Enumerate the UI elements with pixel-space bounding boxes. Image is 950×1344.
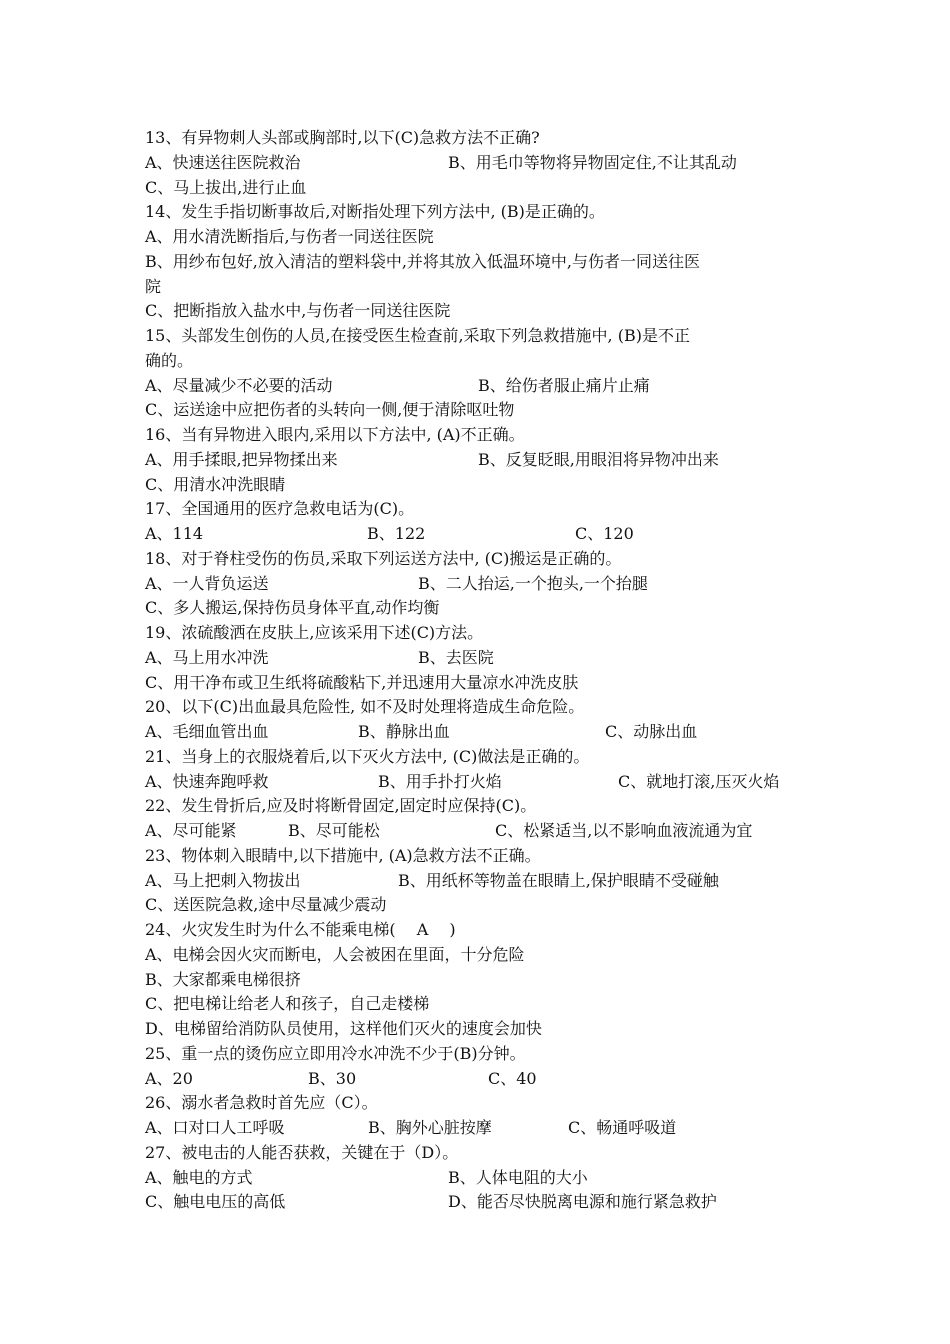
answer-option: A、触电的方式	[145, 1167, 253, 1187]
text-line	[145, 1091, 815, 1116]
line-text: C、把电梯让给老人和孩子，自己走楼梯	[145, 994, 430, 1014]
answer-option: A、尽可能紧	[145, 821, 237, 840]
text-line	[145, 596, 815, 621]
text-line	[145, 349, 815, 374]
line-text: 13、有异物刺人头部或胸部时,以下(C)急救方法不正确?	[145, 128, 540, 147]
line-text: 21、当身上的衣服烧着后,以下灭火方法中, (C)做法是正确的。	[145, 746, 590, 766]
text-line	[145, 1166, 815, 1191]
text-line	[145, 176, 815, 201]
text-line	[145, 398, 815, 423]
answer-option: B、二人抬运,一个抱头,一个抬腿	[418, 573, 648, 593]
line-text: 院	[145, 276, 162, 296]
line-text: 18、对于脊柱受伤的伤员,采取下列运送方法中, (C)搬运是正确的。	[145, 548, 622, 568]
text-line	[145, 794, 815, 819]
line-text: A、用水清洗断指后,与伤者一同送往医院	[145, 227, 434, 246]
line-text: 确的。	[145, 350, 194, 370]
answer-option: B、30	[308, 1068, 357, 1088]
text-line	[145, 250, 815, 275]
question-list	[145, 126, 815, 1215]
text-line	[145, 1141, 815, 1166]
text-line	[145, 423, 815, 448]
text-line	[145, 572, 815, 597]
answer-option: A、尽量减少不必要的活动	[145, 375, 333, 395]
text-line	[145, 522, 815, 547]
text-line	[145, 1067, 815, 1092]
text-line	[145, 695, 815, 720]
text-line	[145, 547, 815, 572]
text-line	[145, 720, 815, 745]
text-line	[145, 299, 815, 324]
answer-option: A、用手揉眼,把异物揉出来	[145, 449, 338, 469]
line-text: 16、当有异物进入眼内,采用以下方法中, (A)不正确。	[145, 425, 525, 444]
text-line	[145, 151, 815, 176]
text-line	[145, 374, 815, 399]
answer-option: B、尽可能松	[288, 821, 380, 840]
text-line	[145, 770, 815, 795]
text-line	[145, 893, 815, 918]
answer-option: A、快速奔跑呼救	[145, 771, 269, 791]
text-line	[145, 968, 815, 993]
line-text: C、运送途中应把伤者的头转向一侧,便于清除呕吐物	[145, 400, 515, 420]
line-text: C、用干净布或卫生纸将硫酸粘下,并迅速用大量凉水冲洗皮肤	[145, 672, 579, 692]
line-text: 23、物体刺入眼睛中,以下措施中, (A)急救方法不正确。	[145, 845, 541, 865]
line-text: 27、被电击的人能否获救，关键在于（D）。	[145, 1142, 459, 1162]
answer-option: B、人体电阻的大小	[448, 1167, 588, 1187]
text-line	[145, 621, 815, 646]
text-line	[145, 844, 815, 869]
line-text: 24、火灾发生时为什么不能乘电梯( A )	[145, 920, 456, 939]
answer-option: C、120	[575, 524, 634, 543]
line-text: 19、浓硫酸洒在皮肤上,应该采用下述(C)方法。	[145, 623, 484, 642]
line-text: B、用纱布包好,放入清洁的塑料袋中,并将其放入低温环境中,与伤者一同送往医	[145, 251, 701, 271]
text-line	[145, 126, 815, 151]
answer-option: A、马上用水冲洗	[145, 647, 269, 667]
text-line	[145, 918, 815, 943]
answer-option: A、毛细血管出血	[145, 722, 269, 741]
text-line	[145, 1017, 815, 1042]
answer-option: B、静脉出血	[358, 722, 450, 741]
text-line	[145, 646, 815, 671]
answer-option: B、用纸杯等物盖在眼睛上,保护眼睛不受碰触	[398, 870, 719, 890]
answer-option: B、用毛巾等物将异物固定住,不让其乱动	[448, 152, 737, 172]
text-line	[145, 225, 815, 250]
line-text: 26、溺水者急救时首先应（C）。	[145, 1093, 378, 1113]
text-line	[145, 275, 815, 300]
text-line	[145, 324, 815, 349]
answer-option: A、马上把刺入物拔出	[145, 870, 301, 890]
text-line	[145, 497, 815, 522]
answer-option: A、一人背负运送	[145, 573, 269, 593]
text-line	[145, 1116, 815, 1141]
answer-option: B、去医院	[418, 647, 494, 667]
text-line	[145, 869, 815, 894]
line-text: D、电梯留给消防队员使用，这样他们灭火的速度会加快	[145, 1019, 542, 1038]
answer-option: B、胸外心脏按摩	[368, 1118, 492, 1137]
text-line	[145, 1042, 815, 1067]
text-line	[145, 200, 815, 225]
answer-option: A、20	[145, 1068, 193, 1088]
text-line	[145, 943, 815, 968]
answer-option: A、口对口人工呼吸	[145, 1118, 285, 1137]
answer-option: A、114	[145, 524, 204, 543]
answer-option: B、122	[367, 524, 426, 543]
answer-option: D、能否尽快脱离电源和施行紧急救护	[448, 1192, 717, 1212]
answer-option: C、40	[488, 1068, 537, 1088]
text-line	[145, 992, 815, 1017]
answer-option: C、动脉出血	[605, 722, 698, 741]
answer-option: B、给伤者服止痛片止痛	[478, 375, 650, 395]
answer-option: C、就地打滚,压灭火焰	[618, 771, 780, 791]
text-line	[145, 1190, 815, 1215]
text-line	[145, 448, 815, 473]
line-text: C、用清水冲洗眼睛	[145, 474, 286, 494]
line-text: 25、重一点的烫伤应立即用冷水冲洗不少于(B)分钟。	[145, 1043, 526, 1063]
text-line	[145, 819, 815, 844]
line-text: 17、全国通用的医疗急救电话为(C)。	[145, 499, 415, 519]
text-line	[145, 473, 815, 498]
line-text: B、大家都乘电梯很挤	[145, 969, 301, 989]
text-line	[145, 745, 815, 770]
line-text: C、多人搬运,保持伤员身体平直,动作均衡	[145, 598, 440, 618]
line-text: 20、以下(C)出血最具危险性, 如不及时处理将造成生命危险。	[145, 697, 585, 717]
answer-option: B、用手扑打火焰	[378, 771, 502, 791]
answer-option: B、反复眨眼,用眼泪将异物冲出来	[478, 449, 719, 469]
line-text: C、送医院急救,途中尽量减少震动	[145, 895, 387, 915]
answer-option: A、快速送往医院救治	[145, 152, 301, 172]
line-text: 14、发生手指切断事故后,对断指处理下列方法中, (B)是正确的。	[145, 202, 605, 222]
line-text: A、电梯会因火灾而断电，人会被困在里面，十分危险	[145, 944, 525, 964]
line-text: 15、头部发生创伤的人员,在接受医生检查前,采取下列急救措施中, (B)是不正	[145, 326, 690, 345]
answer-option: C、畅通呼吸道	[568, 1118, 677, 1137]
answer-option: C、触电电压的高低	[145, 1192, 286, 1212]
line-text: 22、发生骨折后,应及时将断骨固定,固定时应保持(C)。	[145, 796, 537, 816]
text-line	[145, 671, 815, 696]
line-text: C、把断指放入盐水中,与伤者一同送往医院	[145, 301, 451, 321]
answer-option: C、松紧适当,以不影响血液流通为宜	[495, 821, 753, 840]
line-text: C、马上拔出,进行止血	[145, 177, 307, 197]
